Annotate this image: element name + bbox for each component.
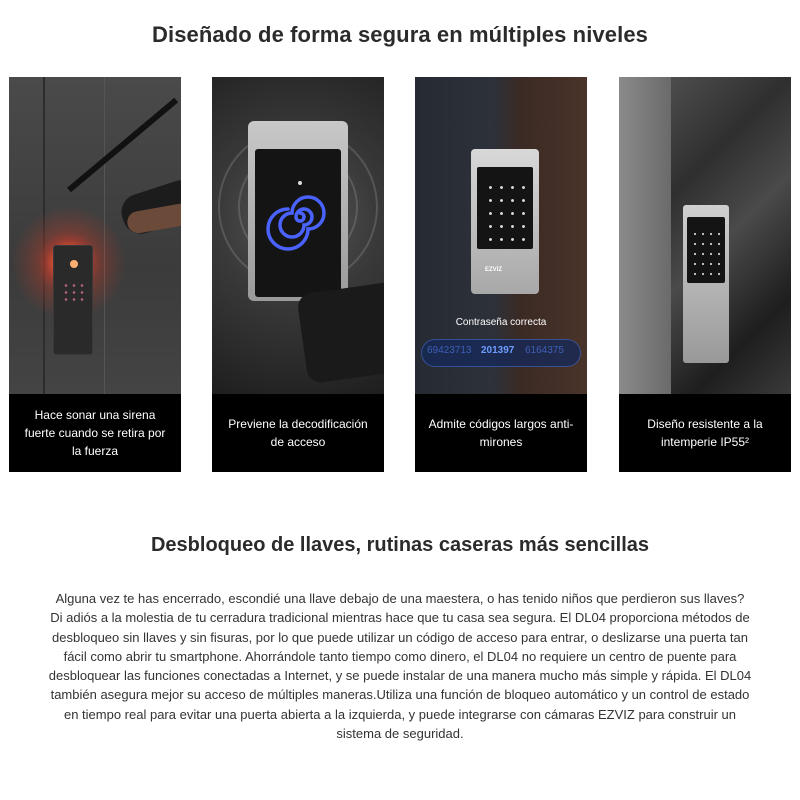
password-correct-label: Contraseña correcta	[455, 317, 547, 328]
feature-caption: Hace sonar una sirena fuerte cuando se retira por la fuerza	[9, 394, 181, 472]
feature-card-anti-peep	[415, 77, 587, 472]
weatherproof-image	[619, 77, 791, 394]
siren-image	[9, 77, 181, 394]
anti-decode-image	[212, 77, 384, 394]
section-title-security: Diseñado de forma segura en múltiples niveles	[152, 22, 648, 47]
code-real: 201397	[481, 345, 515, 356]
anti-peep-image	[415, 77, 587, 394]
feature-caption: Admite códigos largos anti-mirones	[415, 394, 587, 472]
feature-caption: Previene la decodificación de acceso	[212, 394, 384, 472]
feature-card-siren	[9, 77, 181, 472]
code-decoy-right: 6164375	[525, 345, 564, 356]
crowbar-graphic	[67, 98, 178, 193]
feature-caption: Diseño resistente a la intemperie IP55²	[619, 394, 791, 472]
keypad-graphic	[485, 181, 529, 245]
feature-card-anti-decode	[212, 77, 384, 472]
feature-cards	[9, 77, 791, 472]
bell-icon	[70, 260, 78, 268]
wall-graphic	[619, 77, 671, 394]
code-decoy-left: 69423713	[427, 345, 472, 356]
keypad-graphic	[62, 282, 86, 302]
keypad-graphic	[691, 229, 721, 277]
section-title-keyless: Desbloqueo de llaves, rutinas caseras más sencillas	[150, 534, 650, 556]
keyless-description: Alguna vez te has encerrado, escondié una llave debajo de una maestera, o has tenido niños que perdieron sus llaves? Di adiós a la molestia de tu cerradura tradicional mientras hace que tu casa sea segura. El DL04 proporciona métodos de desbloqueo sin llaves y sin fisuras, por lo que puede utilizar un código de acceso para entrar, o deslizarse una puerta tan fácil como abrir tu smartphone. Ahorrándole tanto tiempo como dinero, el DL04 no requiere un centro de puente para desbloquear las funciones conectadas a Internet, y se puede instalar de una manera mucho más simple y rápida. El DL04 también asegura mejor su acceso de múltiples maneras.Utiliza una función de bloqueo automático y un control de estado en tiempo real para evitar una puerta abierta a la izquierda, y puede integrarse con cámaras EZVIZ para construir un sistema de seguridad.	[48, 591, 752, 742]
feature-card-weatherproof	[619, 77, 791, 472]
spiral-icon	[260, 177, 340, 257]
lock-device	[53, 245, 93, 355]
brand-logo: EZVIZ	[485, 267, 503, 273]
hand-graphic	[296, 280, 384, 384]
